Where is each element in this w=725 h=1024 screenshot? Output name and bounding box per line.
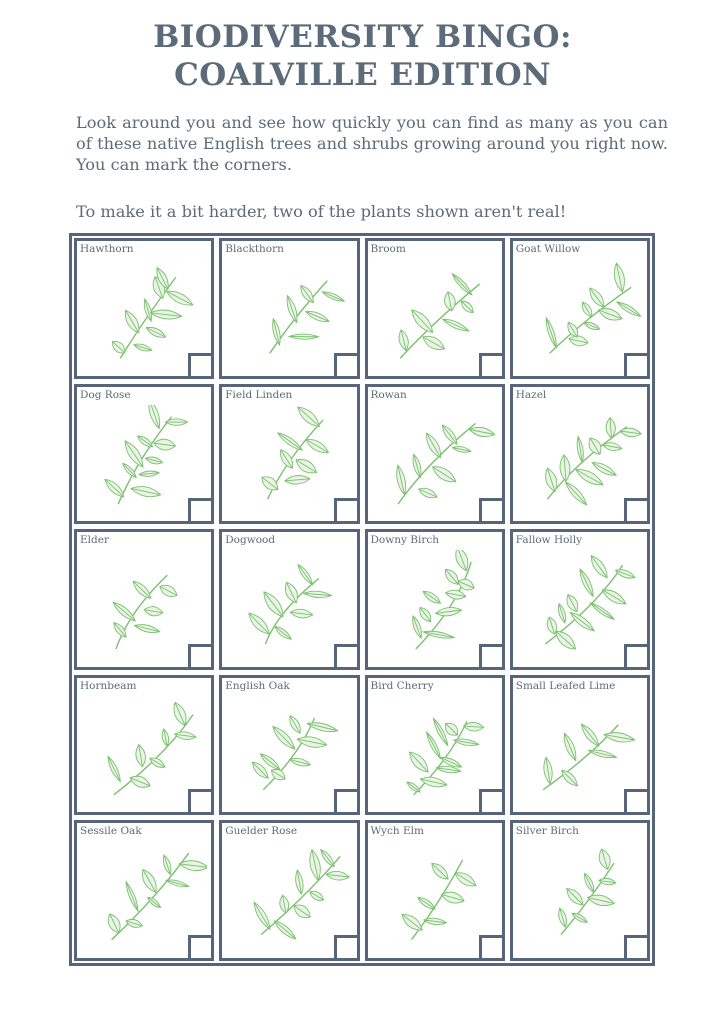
plant-label: Dog Rose	[80, 388, 131, 401]
plant-label: Sessile Oak	[80, 825, 142, 838]
plant-label: Rowan	[370, 388, 407, 401]
plant-label: Guelder Rose	[225, 825, 298, 838]
plant-label: Hawthorn	[80, 243, 134, 255]
plant-label: Goat Willow	[515, 243, 581, 255]
mark-corner-box[interactable]	[188, 498, 214, 524]
plant-label: Wych Elm	[370, 825, 424, 838]
mark-corner-box[interactable]	[188, 935, 214, 961]
mark-corner-box[interactable]	[479, 498, 505, 524]
mark-corner-box[interactable]	[479, 353, 505, 379]
mark-corner-box[interactable]	[188, 644, 214, 670]
bingo-cell[interactable]	[510, 238, 650, 379]
bingo-cell[interactable]	[74, 675, 214, 816]
mark-corner-box[interactable]	[334, 644, 360, 670]
mark-corner-box[interactable]	[624, 935, 650, 961]
bingo-cell[interactable]	[219, 820, 359, 961]
bingo-cell[interactable]	[365, 238, 505, 379]
title-line-2: COALVILLE EDITION	[174, 57, 551, 93]
plant-label: Elder	[80, 534, 109, 547]
plant-label: Small Leafed Lime	[515, 679, 616, 692]
mark-corner-box[interactable]	[334, 353, 360, 379]
bingo-cell[interactable]	[219, 238, 359, 379]
mark-corner-box[interactable]	[479, 789, 505, 815]
bingo-cell[interactable]	[365, 820, 505, 961]
bingo-cell[interactable]	[510, 675, 650, 816]
intro-text: Look around you and see how quickly you can find as many as you can of these native English trees and shrubs growing around you right now. You can mark the corners.	[76, 113, 668, 174]
title-line-1: BIODIVERSITY BINGO:	[153, 19, 572, 55]
mark-corner-box[interactable]	[479, 935, 505, 961]
mark-corner-box[interactable]	[334, 789, 360, 815]
plant-label: English Oak	[225, 679, 290, 692]
bingo-cell[interactable]	[219, 384, 359, 525]
plant-label: Hazel	[515, 388, 547, 401]
bingo-cell[interactable]	[219, 529, 359, 670]
mark-corner-box[interactable]	[334, 498, 360, 524]
bingo-cell[interactable]	[74, 820, 214, 961]
mark-corner-box[interactable]	[624, 644, 650, 670]
bingo-cell[interactable]	[365, 384, 505, 525]
mark-corner-box[interactable]	[188, 789, 214, 815]
bingo-cell[interactable]	[74, 529, 214, 670]
plant-label: Field Linden	[225, 388, 293, 401]
bingo-cell[interactable]	[365, 529, 505, 670]
mark-corner-box[interactable]	[624, 353, 650, 379]
mark-corner-box[interactable]	[479, 644, 505, 670]
bingo-cell[interactable]	[365, 675, 505, 816]
plant-label: Broom	[370, 243, 406, 255]
mark-corner-box[interactable]	[624, 498, 650, 524]
bingo-grid	[69, 233, 655, 966]
challenge-note: To make it a bit harder, two of the plants shown aren't real!	[76, 202, 567, 221]
bingo-cell[interactable]	[510, 529, 650, 670]
plant-label: Blackthorn	[225, 243, 284, 255]
mark-corner-box[interactable]	[188, 353, 214, 379]
mark-corner-box[interactable]	[624, 789, 650, 815]
plant-label: Silver Birch	[515, 825, 579, 838]
bingo-cell[interactable]	[74, 238, 214, 379]
bingo-cell[interactable]	[510, 820, 650, 961]
plant-label: Fallow Holly	[515, 534, 583, 547]
plant-label: Dogwood	[225, 534, 276, 547]
bingo-cell[interactable]	[219, 675, 359, 816]
plant-label: Downy Birch	[370, 534, 439, 547]
page-title	[0, 18, 725, 94]
bingo-cell[interactable]	[74, 384, 214, 525]
plant-label: Bird Cherry	[370, 679, 434, 692]
mark-corner-box[interactable]	[334, 935, 360, 961]
bingo-cell[interactable]	[510, 384, 650, 525]
plant-label: Hornbeam	[80, 679, 137, 692]
